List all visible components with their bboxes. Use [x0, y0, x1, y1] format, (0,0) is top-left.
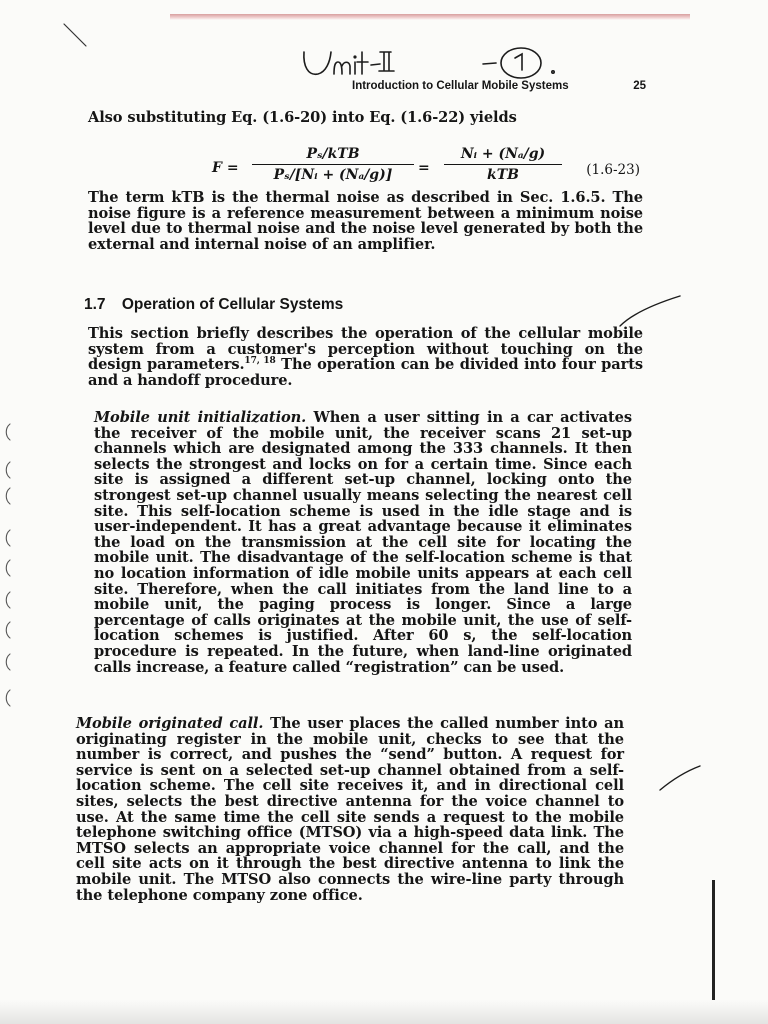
originated-call-text: The user places the called number into an originating register in the mobile unit, checks to see that the number is correct, and pushes the “send” button. A request for service is sent on a selected set-up channel obtained from a self-location scheme. The cell site receives it, and in directional cell sites, selects the best directive antenna for the voice channel to use. At the same time the cell site sends a request to the mobile telephone switching office (MTSO) via a high-speed data link. The MTSO selects an appropriate voice channel for the call, and the cell site acts on it through the best directive antenna to link the mobile unit. The MTSO also connects the wire-line party through the telephone company zone office. [76, 715, 624, 904]
fraction-2-numerator: Nᵢ + (Nₐ/g) [444, 146, 562, 165]
equation-lhs: F = [212, 160, 239, 176]
section-title: Operation of Cellular Systems [121, 296, 344, 313]
corner-scribble [64, 24, 86, 46]
page-bottom-shade [0, 1000, 768, 1024]
page-number: 25 [633, 80, 646, 92]
binding-holes-left [6, 424, 10, 706]
equation-fraction-1 [252, 146, 414, 183]
section-number: 1.7 [84, 296, 106, 313]
fraction-1-denominator: Pₛ/[Nᵢ + (Nₐ/g)] [273, 167, 393, 183]
paragraph-mobile-unit-initialization [94, 410, 632, 675]
circled-number-1 [483, 48, 554, 78]
intro-line: Also substituting Eq. (1.6-20) into Eq. (1.6-22) yields [88, 109, 517, 126]
paragraph-mobile-originated-call [76, 716, 624, 903]
running-head-title: Introduction to Cellular Mobile Systems [352, 80, 569, 92]
equals-sign: = [418, 160, 430, 176]
reference-superscript: 17, 18 [244, 356, 276, 367]
fraction-2-denominator: kTB [487, 167, 519, 183]
paragraph-noise-figure: The term kTB is the thermal noise as described in Sec. 1.6.5. The noise figure is a reference measurement between a minimum noise level due to thermal noise and the noise level generated by both the external and internal noise of an amplifier. [88, 189, 643, 253]
runin-heading-originated-call: Mobile originated call. [76, 715, 264, 732]
handwritten-unit-note [304, 52, 394, 74]
section-intro-text: This section briefly describes the operation of the cellular mobile system from a customer's perception without touching on the design parameters. [88, 325, 643, 374]
running-head [352, 80, 652, 92]
fraction-1-numerator: Pₛ/kTB [252, 146, 414, 165]
equation-number: (1.6-23) [586, 162, 640, 178]
runin-heading-initialization: Mobile unit initialization. [94, 409, 307, 426]
section-intro-text-continued: The operation can be divided into four parts and a handoff procedure. [88, 356, 643, 389]
page-top-edge-shadow [170, 14, 690, 20]
equation-fraction-2 [444, 146, 562, 183]
page-right-edge [712, 880, 715, 1000]
paragraph-section-intro [88, 326, 643, 388]
section-heading [84, 296, 343, 314]
initialization-text: When a user sitting in a car activates the receiver of the mobile unit, the receiver scans 21 set-up channels which are designated among the 333 channels. It then selects the strongest and locks on for a certain time. Since each site is assigned a different set-up channel, locking onto the strongest set-up channel usually means selecting the nearest cell site. This self-location scheme is used in the idle stage and is user-independent. It has a great advantage because it eliminates the load on the transmission at the cell site for locating the mobile unit. The disadvantage of the self-location scheme is that no location information of idle mobile units appears at each cell site. Therefore, when the call initiates from the land line to a mobile unit, the paging process is longer. Since a large percentage of calls originates at the mobile unit, the use of self-location schemes is justified. After 60 s, the self-location procedure is repeated. In the future, when land-line originated calls increase, a feature called “registration” can be used. [94, 409, 632, 676]
